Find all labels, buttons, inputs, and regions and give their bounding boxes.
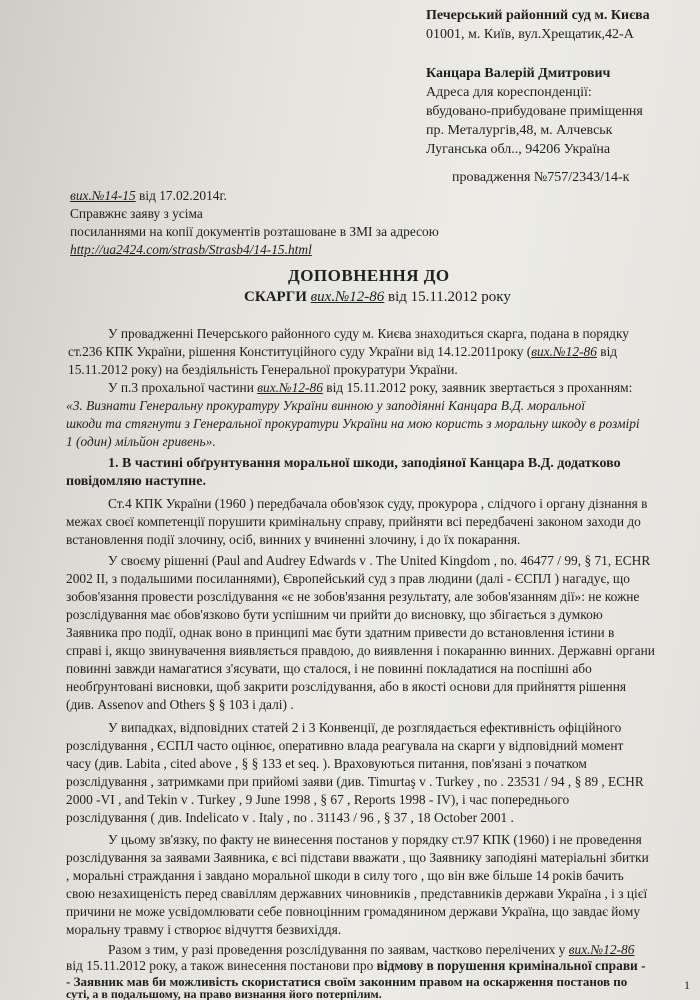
- address-line-1: вбудовано-прибудоване приміщення: [426, 104, 643, 119]
- p7-reference: вих.№12-86: [568, 942, 635, 957]
- p4-line-7: повинні завжди намагатися з'ясувати, що сталося, і не повинні покладатися на поспішні або: [66, 661, 592, 676]
- p6-line-1: У цьому зв'язку, по факту не винесення постанов у порядку ст.97 КПК (1960) і не проведення: [108, 832, 642, 847]
- p3-line-1: Ст.4 КПК України (1960 ) передбачала обов'язок суду, прокурора , слідчого і органу дізнання в: [108, 496, 648, 511]
- title-line-2: [244, 289, 511, 306]
- proceeding-number: провадження №757/2343/14-к: [452, 170, 630, 185]
- reference-url-link[interactable]: http://ua2424.com/strasb/Strasb4/14-15.html: [70, 242, 312, 257]
- p5-line-5: 2000 -VI , and Tekin v . Turkey , 9 June 1998 , § 67 , Reports 1998 - IV), і час попереднього: [66, 792, 570, 807]
- p2-reference: вих.№12-86: [257, 380, 323, 395]
- address-line-2: пр. Металургів,48, м. Алчевськ: [426, 123, 613, 138]
- court-name: Печерський районний суд м. Києва: [426, 8, 650, 23]
- p4-line-8: необґрунтовані висновки, щоб закрити розслідування, або в якості основи для прийняття рішення: [66, 679, 627, 694]
- p1-line-2-text: ст.236 КПК України, рішення Конституційного суду України від 14.12.2011року (: [68, 344, 532, 359]
- p2-text: У п.3 прохальної частини: [108, 380, 258, 395]
- p7-text: Разом з тим, у разі проведення розслідування по заявам, частково перелічених у: [108, 942, 569, 957]
- p5-line-1: У випадках, відповідних статей 2 і 3 Конвенції, де розглядається ефективність офіційного: [108, 720, 622, 735]
- p7-line-2: [66, 958, 646, 975]
- p6-line-2: розслідування за заявами Заявника, є всі підстави вважати , що Заявнику заподіяні матеріальні збитки: [66, 850, 649, 865]
- p6-line-3: , моральні страждання і завдано моральної шкоди в силу того , що він вже більше 14 років бачить: [66, 868, 624, 883]
- address-line-3: Луганська обл.., 94206 Україна: [426, 142, 611, 157]
- title-reference: вих.№12-86: [310, 289, 385, 305]
- p6-line-5: причини не може усвідомлювати себе повноцінним громадянином держави Україна, що завдає йому: [66, 904, 641, 919]
- page-number: 1: [684, 978, 690, 993]
- p1-line-1: У провадженні Печерського районного суду м. Києва знаходиться скарга, подана в порядку: [108, 326, 629, 341]
- p7-line-3: - Заявник мав би можливість скористатися своїм законним правом на оскарження постанов по: [66, 974, 628, 989]
- section-1-heading-line-1: 1. В частині обґрунтування моральної шкоди, заподіяної Канцара В.Д. додатково: [108, 456, 621, 471]
- title-prefix: СКАРГИ: [244, 289, 311, 305]
- outgoing-number: вих.№14-15: [70, 188, 136, 203]
- p5-line-4: розслідування , затримками при прийомі заяви (див. Timurtaş v . Turkey , no . 23531 / 94 , § 89 , ECHR: [66, 774, 644, 789]
- quote-line-1: «3. Визнати Генеральну прокуратуру України винною у заподіянні Канцара В.Д. моральної: [66, 398, 586, 413]
- p6-line-4: свою незахищеність перед свавіллям державних чиновників , представників держави Україна , і з цієї: [66, 886, 648, 901]
- p5-line-6: розслідування ( див. Indelicato v . Italy , no . 31143 / 96 , § 37 , 18 October 2001 .: [66, 810, 514, 825]
- p5-line-3: часу (див. Labita , cited above , § § 133 et seq. ). Враховуються питання, пов'язані з початком: [66, 756, 587, 771]
- reference-line: [70, 188, 227, 205]
- p7-line-1: [108, 942, 634, 959]
- address-label: Адреса для кореспонденції:: [426, 85, 592, 100]
- p5-line-2: розслідування , ЄСПЛ часто оцінює, оперативно влада реагувала на скарги у відповідний момент: [66, 738, 624, 753]
- p4-line-1: У своєму рішенні (Paul and Audrey Edwards v . The United Kingdom , no. 46477 / 99, § 71, ECHR: [108, 553, 651, 568]
- p3-line-2: межах своєї компетенції порушити кримінальну справу, прийняти всі передбачені законом заходи до: [66, 514, 641, 529]
- p1-reference: вих.№12-86: [531, 344, 597, 359]
- p1-line-2-end: від: [596, 344, 618, 359]
- p6-line-6: моральну травму і створює відчуття безвихіддя.: [66, 922, 342, 937]
- p4-line-6: справі і, якщо звинувачення виявляється правдою, до виявлення і покаранню винних. Державні органи: [66, 643, 655, 658]
- p2-text-end: від 15.11.2012 року, заявник звертається з проханням:: [322, 380, 633, 395]
- p7-line-2-text: від 15.11.2012 року, а також винесення постанови про: [66, 958, 377, 973]
- applicant-name: Канцара Валерій Дмитрович: [426, 66, 611, 81]
- quote-line-2: шкоди та стягнути з Генеральної прокуратури України на мою користь з моральну шкоду в розмірі: [66, 416, 640, 431]
- title-suffix: від 15.11.2012 року: [384, 289, 511, 305]
- p1-line-3: 15.11.2012 року) на бездіяльність Генеральної прокуратури України.: [68, 362, 458, 377]
- reference-note-1: Справжнє заяву з усіма: [70, 206, 203, 221]
- p4-line-9: (див. Assenov and Others § § 103 і далі) .: [66, 697, 294, 712]
- p2-line-1: [108, 380, 632, 397]
- p4-line-2: 2002 II, з подальшими посиланнями), Європейський суд з прав людини (далі - ЄСПЛ ) нагадує, що: [66, 571, 630, 586]
- p4-line-3: зобов'язання провести розслідування «є не зобов'язання результату, але зобов'язанням дії»: не кожне: [66, 589, 640, 604]
- p4-line-5: Заявника про події, однак воно в принципі має бути здатним привести до встановлення істини в: [66, 625, 615, 640]
- court-address: 01001, м. Київ, вул.Хрещатик,42-А: [426, 27, 634, 42]
- reference-date: від 17.02.2014г.: [135, 188, 227, 203]
- p7-line-4: суті, а в подальшому, на право визнання його потерпілим.: [66, 987, 382, 1000]
- p1-line-2: [68, 344, 617, 361]
- p7-line-2-bold: відмову в порушення кримінальної справи -: [376, 958, 646, 973]
- p3-line-3: встановлення події злочину, осіб, винних у вчиненні злочину, і до їх покарання.: [66, 532, 521, 547]
- reference-note-2: посиланнями на копії документів розташоване в ЗМІ за адресою: [70, 224, 439, 239]
- section-1-heading-line-2: повідомляю наступне.: [66, 474, 206, 489]
- p4-line-4: розслідування має обов'язково бути успішним чи прийти до висновку, що збігається з думкою: [66, 607, 603, 622]
- quote-line-3: 1 (один) мільйон гривень».: [66, 434, 216, 449]
- title-line-1: ДОПОВНЕННЯ ДО: [288, 266, 450, 285]
